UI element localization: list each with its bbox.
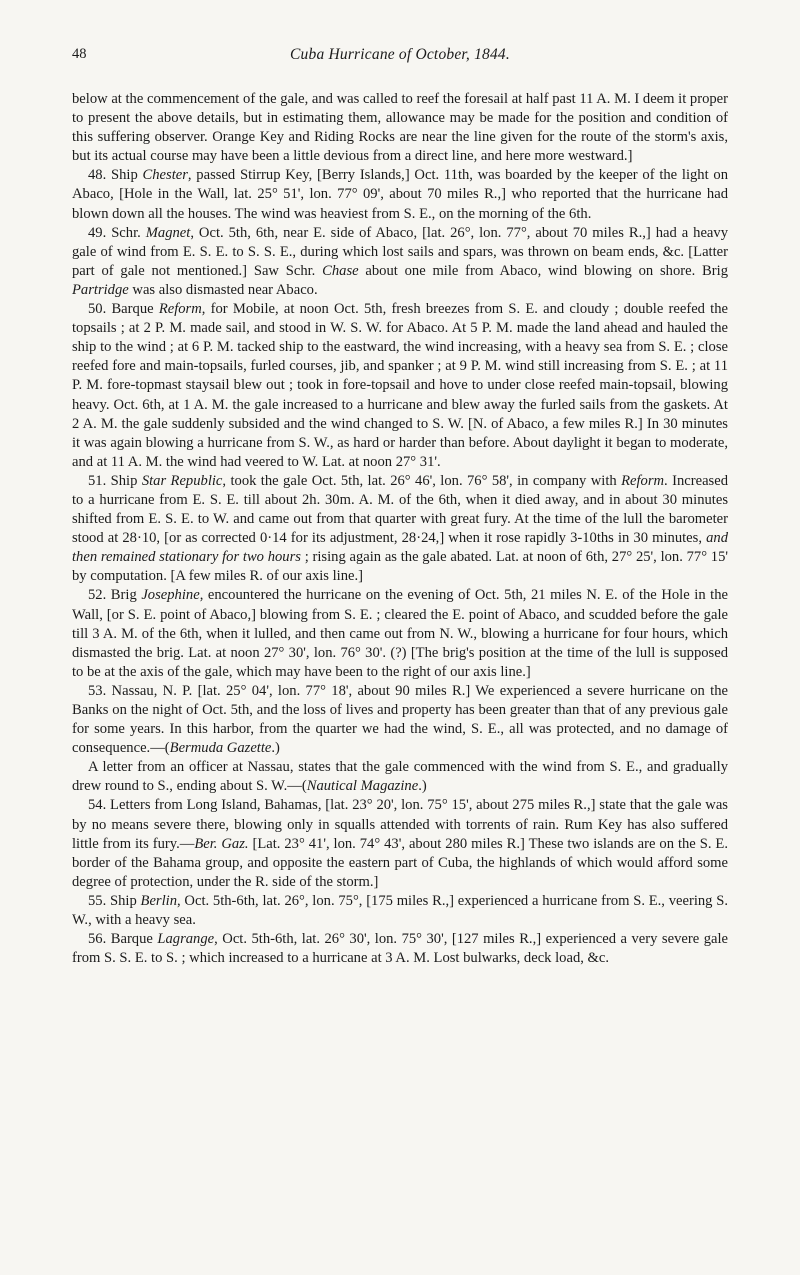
paragraph-continuation: below at the commencement of the gale, and was called to reef the foresail at half past 11 A. M. I deem it proper to present the above details, but in estimating them, allowance may be made for the position and condition of this suffering observer. Orange Key and Riding Rocks are near the line given for the route of the storm's axis, but its actual course may have been a little devious from a direct line, and here more westward.] xyxy=(72,91,728,165)
paragraph-48: 48. Ship Chester, passed Stirrup Key, [Berry Islands,] Oct. 11th, was boarded by the keeper of the light on Abaco, [Hole in the Wall, lat. 25° 51', lon. 77° 09', about 70 miles R.,] who reported that the hurricane had blown down all the houses. The wind was heaviest from S. E., on the morning of the 6th. xyxy=(72,167,728,222)
paragraph-52: 52. Brig Josephine, encountered the hurricane on the evening of Oct. 5th, 21 miles N. E. of the Hole in the Wall, [or S. E. point of Abaco,] blowing from S. E. ; cleared the E. point of Abaco, and scudded before the gale till 3 A. M. of the 6th, when it lulled, and then came out from N. W., blowing a hurricane for four hours, which dismasted the brig. Lat. at noon 27° 30', lon. 76° 30'. (?) [The brig's position at the time of the lull is supposed to be at the axis of the gale, which may have been to the right of our axis line.] xyxy=(72,587,729,680)
paragraph-49: 49. Schr. Magnet, Oct. 5th, 6th, near E. side of Abaco, [lat. 26°, lon. 77°, about 70 miles R.,] had a heavy gale of wind from E. S. E. to S. S. E., during which lost sails and spars, was thrown on beam ends, &c. [Latter part of gale not mentioned.] Saw Schr. Chase about one mile from Abaco, wind blowing on shore. Brig Partridge was also dismasted near Abaco. xyxy=(72,224,728,298)
paragraph-56: 56. Barque Lagrange, Oct. 5th-6th, lat. 26° 30', lon. 75° 30', [127 miles R.,] experienced a very severe gale from S. S. E. to S. ; which increased to a hurricane at 3 A. M. Lost bulwarks, deck load, &c. xyxy=(72,931,728,967)
page-title: Cuba Hurricane of October, 1844. xyxy=(290,46,510,63)
page-number: 48 xyxy=(72,46,87,62)
paragraph-54: 54. Letters from Long Island, Bahamas, [lat. 23° 20', lon. 75° 15', about 275 miles R.,] state that the gale was by no means severe there, blowing only in squalls attended with torrents of rain. Rum Key has also suffered little from its fury.—Ber. Gaz. [Lat. 23° 41', lon. 74° 43', about 280 miles R.] These two islands are on the S. E. border of the Bahama group, and opposite the eastern part of Cuba, the highlands of which would afford some degree of protection, under the R. side of the storm.] xyxy=(72,797,728,890)
paragraph-50: 50. Barque Reform, for Mobile, at noon Oct. 5th, fresh breezes from S. E. and cloudy ; double reefed the topsails ; at 2 P. M. made sail, and stood in W. S. W. for Abaco. At 5 P. M. made the land ahead and hauled the ship to the wind ; at 6 P. M. tacked ship to the eastward, the wind increasing, with a heavy sea from S. E. ; close reefed fore and main-topsails, furled courses, jib, and spanker ; at 9 P. M. wind still increasing from S. E. ; at 11 P. M. fore-topmast staysail blew out ; took in fore-topsail and hove to under close reefed main-topsail, blowing heavy. Oct. 6th, at 1 A. M. the gale increased to a hurricane and blew away the furled sails from the gaskets. At 2 A. M. the gale suddenly subsided and the wind changed to S. W. [N. of Abaco, a few miles R.] In 30 minutes it was again blowing a hurricane from S. W., as hard or harder than before. About daylight it began to moderate, and at 11 A. M. the wind had veered to W. Lat. at noon 27° 31'. xyxy=(72,301,729,470)
running-head xyxy=(72,46,728,68)
paragraph-51: 51. Ship Star Republic, took the gale Oct. 5th, lat. 26° 46', lon. 76° 58', in company with Reform. Increased to a hurricane from E. S. E. till about 2h. 30m. A. M. of the 6th, when it died away, and in about 30 minutes shifted from E. S. E. to W. and came out from that quarter with great fury. At the time of the lull the barometer stood at 28·10, [or as corrected 0·14 for its adjustment, 28·24,] when it rose rapidly 3-10ths in 30 minutes, and then remained stationary for two hours ; rising again as the gale abated. Lat. at noon of 6th, 27° 25', lon. 77° 15' by computation. [A few miles R. of our axis line.] xyxy=(72,472,729,585)
paragraph-55: 55. Ship Berlin, Oct. 5th-6th, lat. 26°, lon. 75°, [175 miles R.,] experienced a hurricane from S. E., veering S. W., with a heavy sea. xyxy=(72,892,728,929)
paragraph-53: 53. Nassau, N. P. [lat. 25° 04', lon. 77° 18', about 90 miles R.] We experienced a severe hurricane on the Banks on the night of Oct. 5th, and the loss of lives and property has been greater than that of any previous gale for some years. In this harbor, from the quarter we had the wind, S. E., all was protected, and no damage of consequence.—(Bermuda Gazette.) xyxy=(72,682,728,757)
paragraph-53-letter: A letter from an officer at Nassau, states that the gale commenced with the wind from S. E., and gradually drew round to S., ending about S. W.—(Nautical Magazine.) xyxy=(72,759,728,795)
page-body xyxy=(72,90,728,968)
